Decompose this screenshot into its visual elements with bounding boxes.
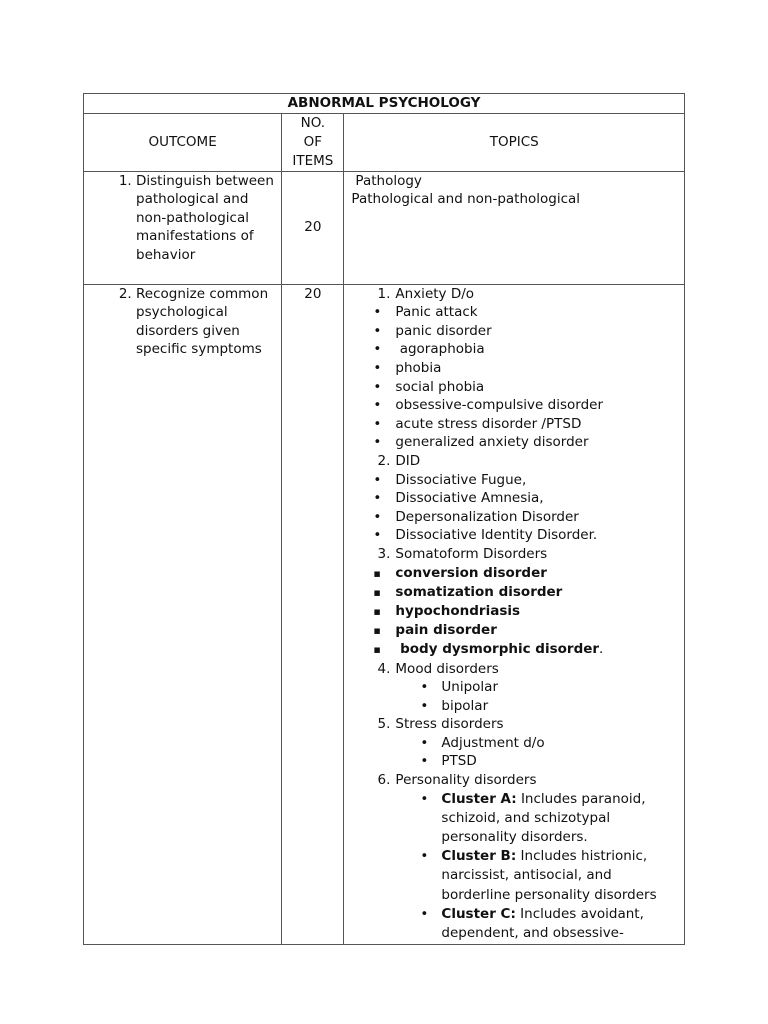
bullet-icon: • bbox=[373, 397, 382, 414]
topic-text: panic disorder bbox=[395, 322, 492, 339]
topic-text: pain disorder bbox=[395, 622, 497, 639]
list-item bbox=[344, 621, 684, 640]
cluster-label: Cluster A: bbox=[441, 790, 517, 807]
topic-heading: Personality disorders bbox=[395, 772, 537, 789]
topic-line: Pathology bbox=[355, 172, 422, 189]
number-marker: 3. bbox=[377, 545, 391, 562]
number-marker: 2. bbox=[377, 452, 391, 469]
syllabus-table bbox=[83, 93, 685, 945]
items-count: 20 bbox=[282, 171, 344, 284]
topic-text: Adjustment d/o bbox=[441, 734, 545, 751]
list-item bbox=[344, 564, 684, 583]
square-bullet-icon: ▪ bbox=[373, 566, 381, 580]
list-item bbox=[344, 359, 684, 378]
square-bullet-icon: ▪ bbox=[373, 624, 381, 638]
table-title: ABNORMAL PSYCHOLOGY bbox=[84, 94, 685, 114]
topic-text: Dissociative Amnesia, bbox=[395, 490, 544, 507]
list-item bbox=[344, 660, 684, 679]
bullet-icon: • bbox=[420, 753, 429, 770]
list-item bbox=[344, 583, 684, 602]
bullet-icon: • bbox=[373, 341, 382, 358]
list-item bbox=[344, 322, 684, 341]
list-item bbox=[344, 640, 684, 659]
list-item bbox=[344, 340, 684, 359]
list-item bbox=[344, 734, 684, 753]
table-row bbox=[84, 171, 685, 284]
list-item bbox=[344, 526, 684, 545]
list-item bbox=[344, 303, 684, 322]
outcome-text: 2. Recognize common psychological disorders given specific symptoms bbox=[136, 285, 281, 359]
list-item bbox=[344, 602, 684, 621]
topic-text: PTSD bbox=[441, 753, 477, 770]
bullet-icon: • bbox=[420, 679, 429, 696]
list-item bbox=[344, 433, 684, 452]
topic-text: agoraphobia bbox=[395, 341, 485, 358]
topic-text: somatization disorder bbox=[395, 583, 563, 600]
square-bullet-icon: ▪ bbox=[373, 643, 381, 657]
square-bullet-icon: ▪ bbox=[373, 585, 381, 599]
title-row bbox=[84, 94, 685, 114]
items-header-line2: OF bbox=[303, 133, 323, 150]
list-item bbox=[344, 905, 684, 943]
topic-list bbox=[344, 285, 684, 944]
outcome-header: OUTCOME bbox=[84, 113, 282, 171]
outcome-cell bbox=[84, 171, 282, 284]
bullet-icon: • bbox=[373, 527, 382, 544]
outcome-text: 1. Distinguish between pathological and non-pathological manifestations of behavior bbox=[136, 172, 281, 265]
bullet-icon: • bbox=[373, 434, 382, 451]
outcome-list bbox=[84, 172, 281, 265]
bullet-icon: • bbox=[373, 471, 382, 488]
topic-text: Depersonalization Disorder bbox=[395, 508, 579, 525]
bullet-icon: • bbox=[373, 378, 382, 395]
topic-text: acute stress disorder /PTSD bbox=[395, 415, 582, 432]
bullet-icon: • bbox=[373, 359, 382, 376]
items-header bbox=[282, 113, 344, 171]
cluster-text: personality disorders. bbox=[441, 829, 588, 846]
list-item bbox=[344, 396, 684, 415]
list-item bbox=[344, 771, 684, 790]
cluster-text: Includes paranoid, bbox=[516, 790, 646, 807]
cluster-text: borderline personality disorders bbox=[441, 886, 657, 903]
topic-heading: Stress disorders bbox=[395, 716, 504, 733]
topic-text: Panic attack bbox=[395, 304, 478, 321]
topic-heading: Mood disorders bbox=[395, 660, 499, 677]
bullet-icon: • bbox=[420, 905, 429, 922]
cluster-text: schizoid, and schizotypal bbox=[441, 809, 611, 826]
number-marker: 6. bbox=[377, 772, 391, 789]
cluster-text: Includes histrionic, bbox=[516, 848, 648, 865]
number-marker: 5. bbox=[377, 716, 391, 733]
cluster-text: Includes avoidant, bbox=[515, 905, 644, 922]
items-header-line1: NO. bbox=[300, 114, 326, 131]
topic-text: obsessive-compulsive disorder bbox=[395, 397, 603, 414]
bullet-icon: • bbox=[420, 790, 429, 807]
list-item bbox=[344, 285, 684, 304]
number-marker: 4. bbox=[377, 660, 391, 677]
bullet-icon: • bbox=[420, 697, 429, 714]
cluster-text: dependent, and obsessive- bbox=[441, 925, 624, 942]
bullet-icon: • bbox=[420, 848, 429, 865]
topic-text: social phobia bbox=[395, 378, 485, 395]
bullet-icon: • bbox=[373, 415, 382, 432]
topic-text: Dissociative Fugue, bbox=[395, 471, 527, 488]
list-item bbox=[344, 471, 684, 490]
topic-heading: DID bbox=[395, 452, 421, 469]
cluster-label: Cluster C: bbox=[441, 905, 516, 922]
cluster-text: narcissist, antisocial, and bbox=[441, 867, 612, 884]
list-item bbox=[344, 415, 684, 434]
topics-cell bbox=[344, 171, 685, 284]
topic-text: conversion disorder bbox=[395, 564, 547, 581]
list-item bbox=[344, 752, 684, 771]
bullet-icon: • bbox=[420, 734, 429, 751]
table-row bbox=[84, 284, 685, 945]
topics-header: TOPICS bbox=[344, 113, 685, 171]
list-item bbox=[344, 678, 684, 697]
outcome-cell bbox=[84, 284, 282, 945]
list-item bbox=[344, 489, 684, 508]
outcome-list bbox=[84, 285, 281, 359]
topic-text: Unipolar bbox=[441, 679, 498, 696]
items-header-line3: ITEMS bbox=[292, 152, 334, 169]
list-item bbox=[344, 715, 684, 734]
bullet-icon: • bbox=[373, 508, 382, 525]
topic-text: Dissociative Identity Disorder. bbox=[395, 527, 598, 544]
bullet-icon: • bbox=[373, 490, 382, 507]
topic-text: hypochondriasis bbox=[395, 602, 521, 619]
topic-text: phobia bbox=[395, 359, 442, 376]
topic-heading: Somatoform Disorders bbox=[395, 545, 548, 562]
cluster-label: Cluster B: bbox=[441, 848, 517, 865]
list-item bbox=[344, 452, 684, 471]
list-item bbox=[344, 697, 684, 716]
trailing-period: . bbox=[599, 641, 604, 658]
bullet-icon: • bbox=[373, 322, 382, 339]
topics-cell bbox=[344, 284, 685, 945]
square-bullet-icon: ▪ bbox=[373, 604, 381, 618]
topic-text: generalized anxiety disorder bbox=[395, 434, 589, 451]
topic-heading: Anxiety D/o bbox=[395, 285, 475, 302]
list-item bbox=[344, 508, 684, 527]
list-item bbox=[344, 847, 684, 905]
number-marker: 1. bbox=[377, 285, 391, 302]
topic-line: Pathological and non-pathological bbox=[351, 191, 581, 208]
topic-text: bipolar bbox=[441, 697, 489, 714]
topic-text: body dysmorphic disorder bbox=[395, 641, 600, 658]
bullet-icon: • bbox=[373, 304, 382, 321]
list-item bbox=[344, 378, 684, 397]
header-row bbox=[84, 113, 685, 171]
list-item bbox=[344, 790, 684, 848]
list-item bbox=[344, 545, 684, 564]
items-count: 20 bbox=[282, 284, 344, 945]
